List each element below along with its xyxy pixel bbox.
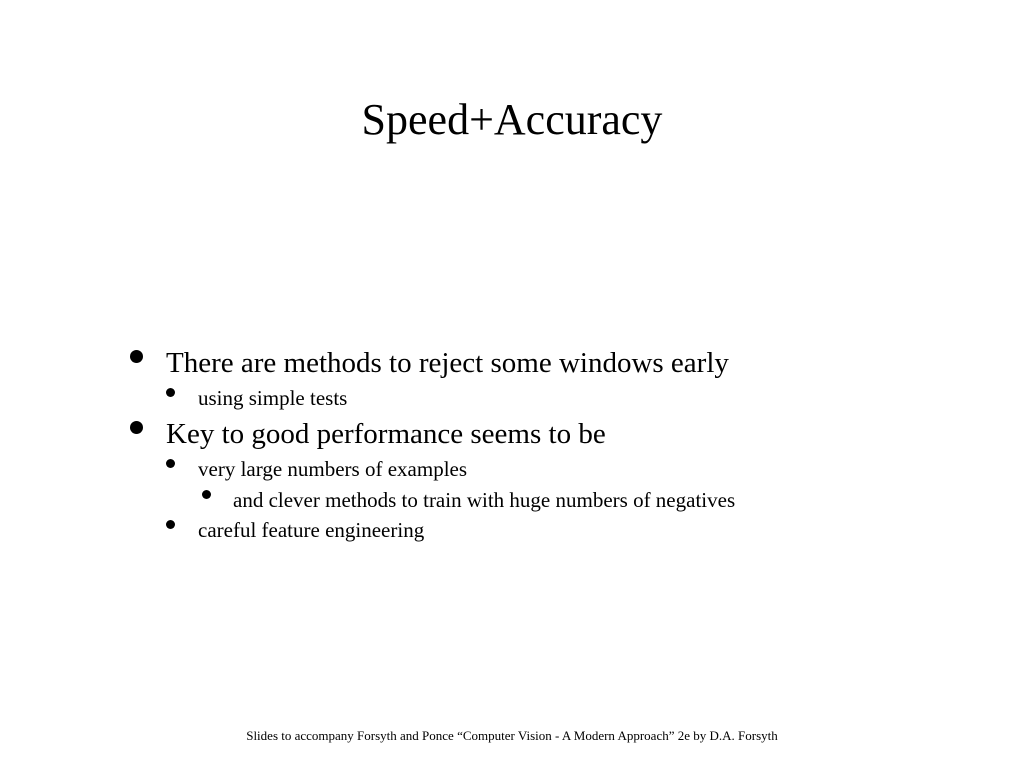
bullet-icon <box>166 520 175 529</box>
bullet-item <box>202 487 902 513</box>
slide-footer: Slides to accompany Forsyth and Ponce “Computer Vision - A Modern Approach” 2e by D.A. Forsyth <box>246 728 778 743</box>
slide-title: Speed+Accuracy <box>361 95 663 144</box>
bullet-icon <box>166 388 175 397</box>
bullet-item <box>166 517 666 543</box>
bullet-text: and clever methods to train with huge numbers of negatives <box>233 488 736 512</box>
bullet-item <box>166 456 666 482</box>
bullet-item <box>130 417 830 451</box>
bullet-text: using simple tests <box>198 386 348 410</box>
bullet-icon <box>166 459 175 468</box>
bullet-text: Key to good performance seems to be <box>166 418 606 450</box>
bullet-text: careful feature engineering <box>198 518 425 542</box>
bullet-text: There are methods to reject some windows early <box>166 347 729 379</box>
bullet-item <box>166 385 566 411</box>
bullet-icon <box>130 350 143 363</box>
bullet-icon <box>202 490 211 499</box>
bullet-text: very large numbers of examples <box>198 457 468 481</box>
bullet-icon <box>130 421 143 434</box>
bullet-item <box>130 346 830 380</box>
